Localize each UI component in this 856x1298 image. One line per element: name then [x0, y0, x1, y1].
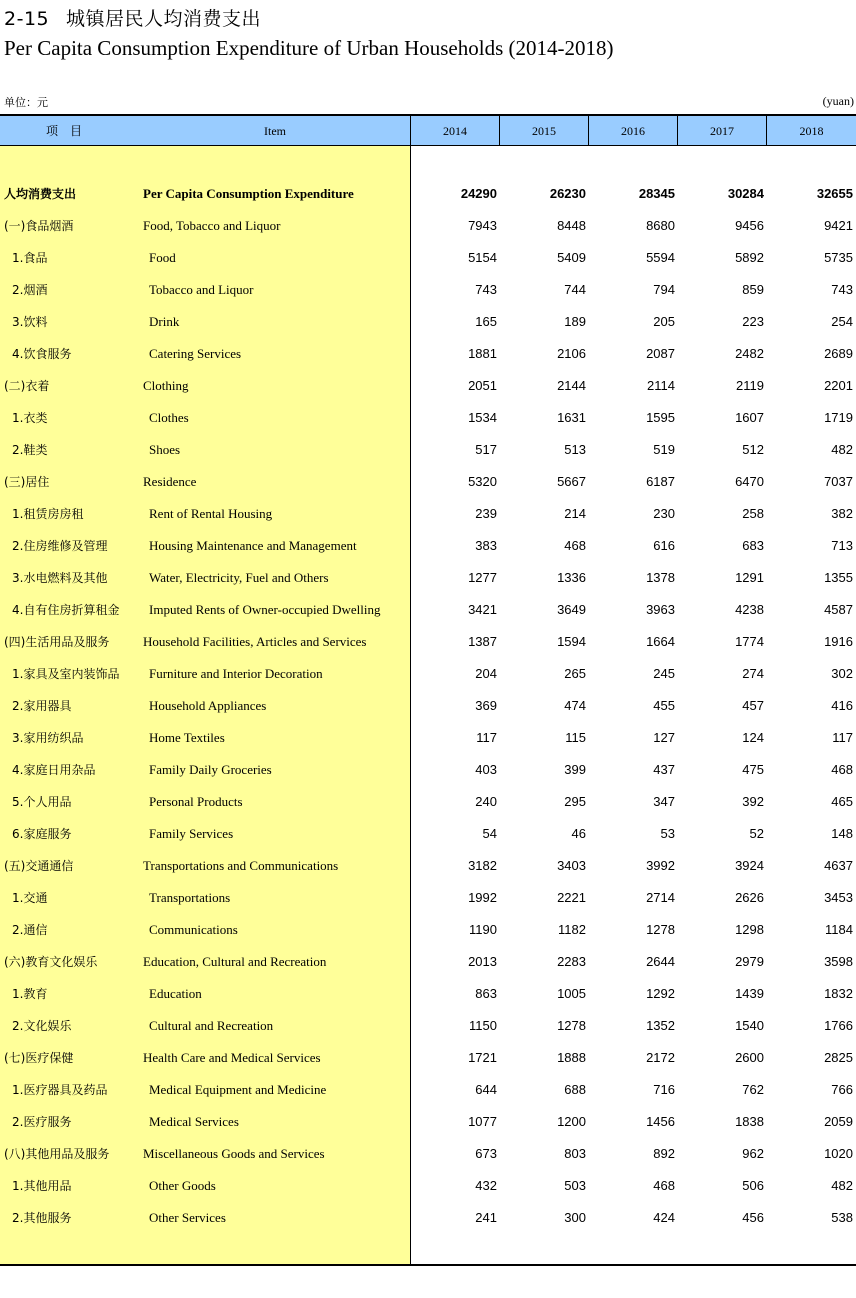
row-value: 52 — [749, 826, 764, 841]
table-row — [0, 1106, 856, 1138]
table-header — [0, 114, 856, 146]
table-title-cn — [4, 4, 261, 31]
row-value: 437 — [653, 762, 675, 777]
row-label-en: Medical Equipment and Medicine — [149, 1082, 327, 1097]
row-label-en: Education, Cultural and Recreation — [143, 954, 327, 969]
row-label-cn: 3.水电燃料及其他 — [12, 571, 108, 585]
table-row — [0, 594, 856, 626]
row-value: 6187 — [646, 474, 675, 489]
table-row — [0, 626, 856, 658]
row-label-cn: 2.通信 — [12, 923, 48, 937]
table-row — [0, 370, 856, 402]
row-value: 1534 — [468, 410, 497, 425]
row-label-cn: (六)教育文化娱乐 — [4, 955, 98, 969]
row-value: 3403 — [557, 858, 586, 873]
row-label-cn: 1.衣类 — [12, 411, 48, 425]
table-row — [0, 690, 856, 722]
row-label-cn: 3.饮料 — [12, 315, 48, 329]
row-value: 794 — [653, 282, 675, 297]
row-value: 2172 — [646, 1050, 675, 1065]
row-label-en: Family Daily Groceries — [149, 762, 272, 777]
row-value: 2119 — [736, 378, 764, 393]
row-value: 274 — [742, 666, 764, 681]
row-value: 1439 — [735, 986, 764, 1001]
table-row — [0, 466, 856, 498]
row-value: 3182 — [468, 858, 497, 873]
row-value: 5667 — [557, 474, 586, 489]
row-label-cn: 3.家用纺织品 — [12, 731, 84, 745]
row-value: 1992 — [468, 890, 497, 905]
row-value: 8448 — [557, 218, 586, 233]
row-value: 382 — [831, 506, 853, 521]
row-label-en: Furniture and Interior Decoration — [149, 666, 323, 681]
row-value: 503 — [564, 1178, 586, 1193]
row-value: 1888 — [557, 1050, 586, 1065]
row-label-cn: 1.交通 — [12, 891, 48, 905]
row-value: 383 — [475, 538, 497, 553]
row-value: 2283 — [557, 954, 586, 969]
row-label-en: Miscellaneous Goods and Services — [143, 1146, 325, 1161]
row-value: 1540 — [735, 1018, 764, 1033]
table-bottom-rule — [0, 1264, 856, 1266]
row-value: 1719 — [824, 410, 853, 425]
row-label-cn: 2.文化娱乐 — [12, 1019, 72, 1033]
row-value: 1774 — [735, 634, 764, 649]
table-row — [0, 786, 856, 818]
row-value: 5154 — [468, 250, 497, 265]
row-label-cn: 1.其他用品 — [12, 1179, 72, 1193]
row-value: 506 — [742, 1178, 764, 1193]
row-label-en: Personal Products — [149, 794, 243, 809]
row-label-cn: 1.医疗器具及药品 — [12, 1083, 108, 1097]
row-value: 3453 — [824, 890, 853, 905]
row-label-en: Other Services — [149, 1210, 226, 1225]
row-value: 457 — [742, 698, 764, 713]
row-value: 482 — [831, 1178, 853, 1193]
row-value: 644 — [475, 1082, 497, 1097]
row-value: 53 — [660, 826, 675, 841]
row-value: 1150 — [469, 1018, 497, 1033]
row-value: 6470 — [735, 474, 764, 489]
row-value: 54 — [482, 826, 497, 841]
row-value: 3963 — [646, 602, 675, 617]
row-value: 295 — [564, 794, 586, 809]
table-row — [0, 562, 856, 594]
row-label-cn: 2.烟酒 — [12, 283, 48, 297]
row-label-en: Cultural and Recreation — [149, 1018, 274, 1033]
header-year: 2016 — [621, 124, 645, 138]
row-value: 4587 — [824, 602, 853, 617]
row-value: 148 — [831, 826, 853, 841]
header-year: 2014 — [443, 124, 467, 138]
row-label-en: Clothes — [149, 410, 189, 425]
row-label-en: Imputed Rents of Owner-occupied Dwelling — [149, 602, 381, 617]
table-row — [0, 722, 856, 754]
row-value: 1721 — [468, 1050, 497, 1065]
row-value: 1077 — [468, 1114, 497, 1129]
table-row — [0, 754, 856, 786]
row-value: 456 — [742, 1210, 764, 1225]
row-label-cn: 1.家具及室内装饰品 — [12, 667, 120, 681]
row-value: 46 — [571, 826, 586, 841]
row-value: 369 — [475, 698, 497, 713]
row-value: 117 — [476, 730, 497, 745]
table-row — [0, 882, 856, 914]
row-value: 127 — [653, 730, 675, 745]
row-label-cn: 2.家用器具 — [12, 699, 72, 713]
row-value: 1200 — [557, 1114, 586, 1129]
row-value: 3924 — [735, 858, 764, 873]
row-label-cn: 1.租赁房房租 — [12, 507, 84, 521]
row-value: 859 — [742, 282, 764, 297]
row-value: 254 — [831, 314, 853, 329]
row-label-cn: 2.医疗服务 — [12, 1115, 72, 1129]
row-value: 424 — [653, 1210, 675, 1225]
row-value: 8680 — [646, 218, 675, 233]
row-value: 214 — [564, 506, 586, 521]
row-label-en: Transportations — [149, 890, 231, 905]
row-value: 5320 — [468, 474, 497, 489]
row-label-en: Residence — [143, 474, 197, 489]
row-value: 2979 — [735, 954, 764, 969]
row-label-en: Water, Electricity, Fuel and Others — [149, 570, 329, 585]
table-row — [0, 818, 856, 850]
title-cn-text: 城镇居民人均消费支出 — [66, 8, 262, 30]
row-value: 2144 — [557, 378, 586, 393]
row-value: 432 — [475, 1178, 497, 1193]
row-value: 1190 — [469, 922, 497, 937]
table-row — [0, 242, 856, 274]
row-value: 2825 — [824, 1050, 853, 1065]
row-value: 538 — [831, 1210, 853, 1225]
row-value: 455 — [653, 698, 675, 713]
row-value: 1292 — [646, 986, 675, 1001]
row-value: 3992 — [646, 858, 675, 873]
row-value: 2106 — [557, 346, 586, 361]
unit-label-cn: 单位：元 — [4, 96, 48, 109]
row-label-cn: 6.家庭服务 — [12, 827, 72, 841]
row-value: 1387 — [468, 634, 497, 649]
row-label-cn: 4.饮食服务 — [12, 347, 72, 361]
row-value: 189 — [564, 314, 586, 329]
row-value: 392 — [742, 794, 764, 809]
row-value: 1355 — [824, 570, 853, 585]
unit-label-en: (yuan) — [822, 94, 854, 108]
row-value: 2600 — [735, 1050, 764, 1065]
row-value: 892 — [653, 1146, 675, 1161]
row-value: 2059 — [824, 1114, 853, 1129]
table-row — [0, 914, 856, 946]
row-label-cn: 4.家庭日用杂品 — [12, 763, 96, 777]
row-label-cn: 2.鞋类 — [12, 443, 48, 457]
row-value: 3649 — [557, 602, 586, 617]
row-value: 1881 — [468, 346, 497, 361]
row-value: 5735 — [824, 250, 853, 265]
row-value: 1291 — [735, 570, 764, 585]
row-value: 744 — [564, 282, 586, 297]
row-value: 468 — [831, 762, 853, 777]
row-label-cn: 2.其他服务 — [12, 1211, 72, 1225]
row-value: 1278 — [557, 1018, 586, 1033]
row-value: 2114 — [647, 378, 675, 393]
row-value: 743 — [831, 282, 853, 297]
row-value: 474 — [564, 698, 586, 713]
row-value: 1182 — [558, 922, 586, 937]
row-value: 716 — [653, 1082, 675, 1097]
row-value: 32655 — [816, 186, 853, 201]
row-value: 5892 — [735, 250, 764, 265]
row-label-cn: 2.住房维修及管理 — [12, 539, 108, 553]
row-value: 117 — [832, 730, 853, 745]
table-row — [0, 274, 856, 306]
row-value: 1607 — [735, 410, 764, 425]
row-value: 1020 — [824, 1146, 853, 1161]
row-label-en: Clothing — [143, 378, 189, 393]
row-value: 230 — [653, 506, 675, 521]
row-value: 1838 — [735, 1114, 764, 1129]
row-value: 1594 — [557, 634, 586, 649]
row-value: 4637 — [824, 858, 853, 873]
row-label-en: Communications — [149, 922, 238, 937]
row-value: 2482 — [735, 346, 764, 361]
row-value: 347 — [653, 794, 675, 809]
row-value: 1278 — [646, 922, 675, 937]
row-label-en: Tobacco and Liquor — [149, 282, 254, 297]
row-label-cn: 4.自有住房折算租金 — [12, 603, 120, 617]
row-value: 863 — [475, 986, 497, 1001]
row-value: 1352 — [646, 1018, 675, 1033]
row-value: 616 — [653, 538, 675, 553]
table-row — [0, 850, 856, 882]
row-label-cn: 1.教育 — [12, 987, 48, 1001]
row-value: 265 — [564, 666, 586, 681]
row-label-cn: 1.食品 — [12, 251, 48, 265]
row-value: 2201 — [824, 378, 853, 393]
row-value: 2689 — [824, 346, 853, 361]
row-value: 1595 — [646, 410, 675, 425]
row-value: 115 — [565, 730, 586, 745]
row-label-en: Household Facilities, Articles and Services — [143, 634, 367, 649]
row-label-en: Medical Services — [149, 1114, 239, 1129]
row-value: 2051 — [468, 378, 497, 393]
row-label-cn: (五)交通通信 — [4, 859, 74, 873]
row-label-en: Shoes — [149, 442, 181, 457]
table-row — [0, 338, 856, 370]
row-value: 300 — [564, 1210, 586, 1225]
row-value: 683 — [742, 538, 764, 553]
row-value: 1378 — [646, 570, 675, 585]
row-value: 7037 — [824, 474, 853, 489]
row-label-en: Food, Tobacco and Liquor — [143, 218, 281, 233]
header-year: 2017 — [710, 124, 734, 138]
row-value: 1336 — [557, 570, 586, 585]
row-value: 803 — [564, 1146, 586, 1161]
row-value: 2013 — [468, 954, 497, 969]
row-label-cn: 5.个人用品 — [12, 795, 72, 809]
table-number: 2-15 — [4, 8, 50, 30]
row-label-en: Per Capita Consumption Expenditure — [143, 186, 354, 201]
row-value: 688 — [564, 1082, 586, 1097]
table-row — [0, 1138, 856, 1170]
table-row — [0, 434, 856, 466]
table-row — [0, 498, 856, 530]
row-label-en: Catering Services — [149, 346, 242, 361]
row-value: 2087 — [646, 346, 675, 361]
row-value: 24290 — [460, 186, 497, 201]
row-label-en: Other Goods — [149, 1178, 216, 1193]
row-value: 482 — [831, 442, 853, 457]
row-value: 9456 — [735, 218, 764, 233]
row-value: 165 — [475, 314, 497, 329]
row-value: 766 — [831, 1082, 853, 1097]
row-label-en: Rent of Rental Housing — [149, 506, 273, 521]
row-value: 713 — [831, 538, 853, 553]
row-label-cn: (七)医疗保健 — [4, 1051, 74, 1065]
row-value: 962 — [742, 1146, 764, 1161]
row-label-en: Food — [149, 250, 176, 265]
table-row — [0, 1042, 856, 1074]
row-value: 302 — [831, 666, 853, 681]
row-value: 512 — [742, 442, 764, 457]
row-label-cn: 人均消费支出 — [4, 187, 77, 201]
row-value: 1766 — [824, 1018, 853, 1033]
table-row — [0, 1010, 856, 1042]
row-value: 673 — [475, 1146, 497, 1161]
row-value: 3421 — [468, 602, 497, 617]
row-value: 7943 — [468, 218, 497, 233]
row-label-en: Transportations and Communications — [143, 858, 339, 873]
row-label-en: Home Textiles — [149, 730, 225, 745]
row-value: 1916 — [824, 634, 853, 649]
row-value: 239 — [475, 506, 497, 521]
table-row — [0, 530, 856, 562]
row-value: 1184 — [825, 922, 853, 937]
row-value: 9421 — [824, 218, 853, 233]
table-row — [0, 178, 856, 210]
row-label-en: Housing Maintenance and Management — [149, 538, 357, 553]
row-value: 416 — [831, 698, 853, 713]
row-value: 124 — [742, 730, 764, 745]
row-value: 468 — [653, 1178, 675, 1193]
header-item-en: Item — [264, 124, 286, 138]
row-value: 1005 — [557, 986, 586, 1001]
row-label-en: Household Appliances — [149, 698, 267, 713]
row-value: 4238 — [735, 602, 764, 617]
header-item-cn: 项目 — [45, 124, 94, 138]
row-label-en: Health Care and Medical Services — [143, 1050, 321, 1065]
row-value: 30284 — [727, 186, 764, 201]
row-value: 2644 — [646, 954, 675, 969]
table-row — [0, 402, 856, 434]
row-value: 517 — [475, 442, 497, 457]
row-value: 245 — [653, 666, 675, 681]
row-label-en: Drink — [149, 314, 180, 329]
row-value: 26230 — [549, 186, 586, 201]
row-value: 3598 — [824, 954, 853, 969]
table-row — [0, 946, 856, 978]
row-value: 5594 — [646, 250, 675, 265]
row-value: 465 — [831, 794, 853, 809]
row-value: 1277 — [468, 570, 497, 585]
header-year: 2018 — [799, 124, 824, 138]
row-label-cn: (一)食品烟酒 — [4, 219, 74, 233]
row-label-cn: (八)其他用品及服务 — [4, 1147, 110, 1161]
row-value: 241 — [475, 1210, 497, 1225]
row-value: 399 — [564, 762, 586, 777]
table-row — [0, 306, 856, 338]
row-value: 743 — [475, 282, 497, 297]
row-value: 204 — [475, 666, 497, 681]
row-value: 519 — [653, 442, 675, 457]
row-value: 1456 — [646, 1114, 675, 1129]
table-row — [0, 210, 856, 242]
row-value: 1664 — [646, 634, 675, 649]
table-title-en: Per Capita Consumption Expenditure of Urban Households (2014-2018) — [4, 36, 614, 60]
row-value: 513 — [564, 442, 586, 457]
row-value: 240 — [475, 794, 497, 809]
row-label-en: Family Services — [149, 826, 234, 841]
table-row — [0, 1170, 856, 1202]
row-value: 468 — [564, 538, 586, 553]
row-value: 205 — [653, 314, 675, 329]
table-row — [0, 658, 856, 690]
table-row — [0, 978, 856, 1010]
row-value: 258 — [742, 506, 764, 521]
row-value: 475 — [742, 762, 764, 777]
row-label-en: Education — [149, 986, 202, 1001]
row-value: 1832 — [824, 986, 853, 1001]
row-label-cn: (四)生活用品及服务 — [4, 635, 110, 649]
row-value: 1298 — [735, 922, 764, 937]
table-row — [0, 1202, 856, 1234]
row-value: 2714 — [646, 890, 675, 905]
row-value: 1631 — [557, 410, 586, 425]
row-value: 223 — [742, 314, 764, 329]
row-label-cn: (三)居住 — [4, 475, 50, 489]
row-label-cn: (二)衣着 — [4, 379, 50, 393]
header-year: 2015 — [532, 124, 556, 138]
row-value: 762 — [742, 1082, 764, 1097]
row-value: 403 — [475, 762, 497, 777]
row-value: 2221 — [557, 890, 586, 905]
row-value: 2626 — [735, 890, 764, 905]
table-row — [0, 1074, 856, 1106]
row-value: 5409 — [557, 250, 586, 265]
row-value: 28345 — [638, 186, 675, 201]
